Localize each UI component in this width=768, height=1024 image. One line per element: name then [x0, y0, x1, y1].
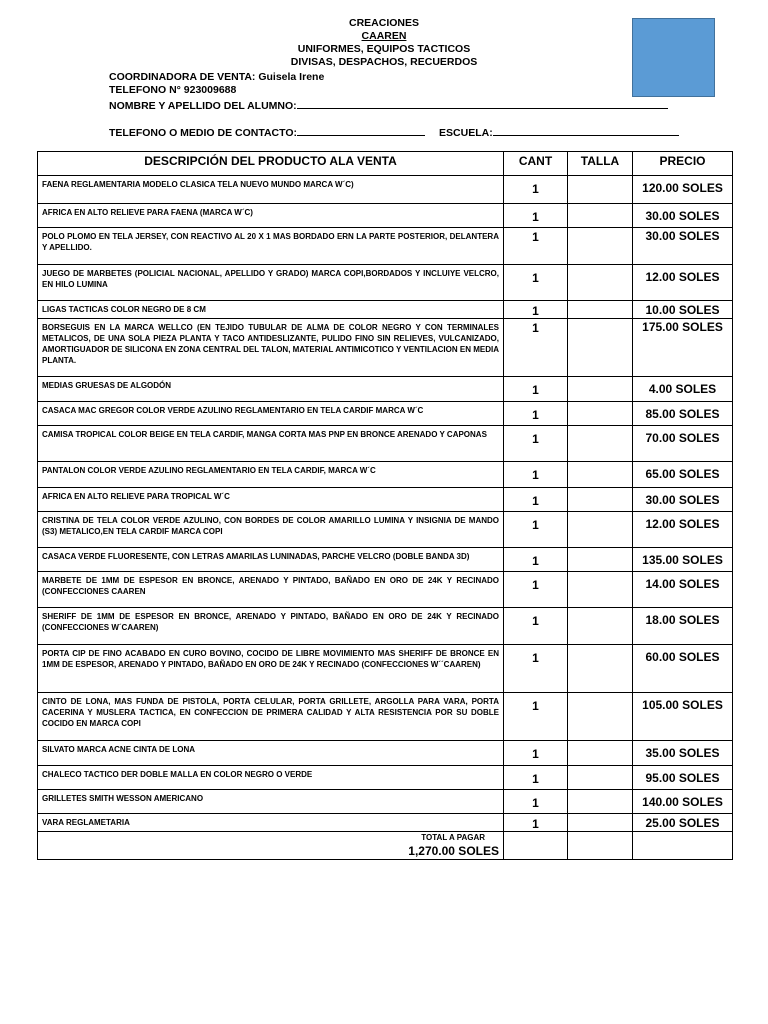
row-size[interactable]	[568, 693, 633, 741]
row-price: 12.00 SOLES	[633, 265, 733, 301]
row-quantity: 1	[504, 548, 568, 572]
table-row	[38, 402, 733, 426]
header-quantity: CANT	[504, 152, 568, 176]
row-quantity: 1	[504, 228, 568, 265]
row-size[interactable]	[568, 645, 633, 693]
table-row	[38, 766, 733, 790]
row-size[interactable]	[568, 548, 633, 572]
row-price: 30.00 SOLES	[633, 204, 733, 228]
table-row	[38, 741, 733, 766]
company-name: CREACIONES	[348, 17, 419, 29]
row-quantity: 1	[504, 741, 568, 766]
row-size[interactable]	[568, 402, 633, 426]
row-quantity: 1	[504, 572, 568, 608]
header-description: DESCRIPCIÓN DEL PRODUCTO ALA VENTA	[38, 152, 504, 176]
row-size[interactable]	[568, 608, 633, 645]
row-quantity: 1	[504, 766, 568, 790]
row-size[interactable]	[568, 176, 633, 204]
row-size[interactable]	[568, 426, 633, 462]
row-quantity: 1	[504, 176, 568, 204]
row-description: PANTALON COLOR VERDE AZULINO REGLAMENTARIO EN TELA CARDIF, MARCA W´C	[38, 462, 504, 488]
row-quantity: 1	[504, 462, 568, 488]
row-price: 120.00 SOLES	[633, 176, 733, 204]
row-price: 175.00 SOLES	[633, 319, 733, 377]
row-description: GRILLETES SMITH WESSON AMERICANO	[38, 790, 504, 814]
row-quantity: 1	[504, 204, 568, 228]
row-price: 95.00 SOLES	[633, 766, 733, 790]
table-row	[38, 462, 733, 488]
row-price: 35.00 SOLES	[633, 741, 733, 766]
row-quantity: 1	[504, 512, 568, 548]
table-row	[38, 176, 733, 204]
row-description: CRISTINA DE TELA COLOR VERDE AZULINO, CON BORDES DE COLOR AMARILLO LUMINA Y INSIGNIA DE MANDO (S3) METALICO,EN TELA CARDIF MARCA COPI	[38, 512, 504, 548]
row-quantity: 1	[504, 790, 568, 814]
row-price: 65.00 SOLES	[633, 462, 733, 488]
table-row	[38, 693, 733, 741]
row-quantity: 1	[504, 301, 568, 319]
table-header-row	[38, 152, 733, 176]
table-row	[38, 572, 733, 608]
row-description: MEDIAS GRUESAS DE ALGODÓN	[38, 377, 504, 402]
row-price: 12.00 SOLES	[633, 512, 733, 548]
row-size[interactable]	[568, 488, 633, 512]
row-size[interactable]	[568, 814, 633, 832]
table-row	[38, 790, 733, 814]
table-row	[38, 814, 733, 832]
row-size[interactable]	[568, 512, 633, 548]
row-description: CASACA MAC GREGOR COLOR VERDE AZULINO REGLAMENTARIO EN TELA CARDIF MARCA W´C	[38, 402, 504, 426]
coordinator-line: COORDINADORA DE VENTA: Guisela Irene	[109, 71, 325, 83]
row-price: 85.00 SOLES	[633, 402, 733, 426]
row-description: SHERIFF DE 1MM DE ESPESOR EN BRONCE, ARENADO Y PINTADO, BAÑADO EN ORO DE 24K Y RECINADO (CONFECCIONES W´CAAREN)	[38, 608, 504, 645]
row-price: 4.00 SOLES	[633, 377, 733, 402]
row-description: AFRICA EN ALTO RELIEVE PARA FAENA (MARCA W´C)	[38, 204, 504, 228]
contact-row	[109, 124, 679, 140]
contact-field[interactable]	[297, 124, 425, 136]
row-size[interactable]	[568, 377, 633, 402]
table-row	[38, 548, 733, 572]
table-row	[38, 204, 733, 228]
total-empty-cell	[568, 832, 633, 860]
row-description: CINTO DE LONA, MAS FUNDA DE PISTOLA, PORTA CELULAR, PORTA GRILLETE, ARGOLLA PARA VARA, PORTA CACERINA Y MUSLERA TACTICA, EN CONFECCION DE PRIMERA CALIDAD Y ALTA RESISTENCIA POR SU DOBLE COCIDO EN MARCA COPI	[38, 693, 504, 741]
row-description: LIGAS TACTICAS COLOR NEGRO DE 8 CM	[38, 301, 504, 319]
table-row	[38, 645, 733, 693]
contact-label: TELEFONO O MEDIO DE CONTACTO:	[109, 127, 298, 139]
row-description: JUEGO DE MARBETES (POLICIAL NACIONAL, APELLIDO Y GRADO) MARCA COPI,BORDADOS Y INCLUIYE VELCRO, EN HILO LUMINA	[38, 265, 504, 301]
student-name-row	[109, 97, 668, 113]
company-tagline-1: UNIFORMES, EQUIPOS TACTICOS	[297, 43, 471, 55]
total-value: 1,270.00 SOLES	[408, 844, 499, 858]
company-tagline-2: DIVISAS, DESPACHOS, RECUERDOS	[290, 56, 478, 68]
row-quantity: 1	[504, 488, 568, 512]
header-size: TALLA	[568, 152, 633, 176]
row-quantity: 1	[504, 402, 568, 426]
row-size[interactable]	[568, 265, 633, 301]
row-description: BORSEGUIS EN LA MARCA WELLCO (EN TEJIDO TUBULAR DE ALMA DE COLOR NEGRO Y CON TERMINALES METALICOS, DE UNA SOLA PIEZA PLANTA Y TACO ANTIDESLIZANTE, PULIDO FINO SIN RELIEVES, VULCANIZADO, AMORTIGUADOR DE SILICONA EN ZONA CENTRAL DEL TALON, MATERIAL ANTIMICOTICO Y VENTILACION EN MEDIA PLANTA.	[38, 319, 504, 377]
table-row	[38, 608, 733, 645]
table-row	[38, 377, 733, 402]
total-empty-cell	[504, 832, 568, 860]
row-description: PORTA CIP DE FINO ACABADO EN CURO BOVINO, COCIDO DE LIBRE MOVIMIENTO MAS SHERIFF DE BRONCE EN 1MM DE ESPESOR, ARENADO Y PINTADO, BAÑADO EN ORO DE 24K Y RECINADO (CONFECCIONES W´´CAAREN)	[38, 645, 504, 693]
row-price: 70.00 SOLES	[633, 426, 733, 462]
row-quantity: 1	[504, 265, 568, 301]
table-row	[38, 228, 733, 265]
row-description: POLO PLOMO EN TELA JERSEY, CON REACTIVO AL 20 X 1 MAS BORDADO ERN LA PARTE POSTERIOR, DELANTERA Y APELLIDO.	[38, 228, 504, 265]
total-label: TOTAL A PAGAR	[421, 833, 485, 842]
row-description: SILVATO MARCA ACNE CINTA DE LONA	[38, 741, 504, 766]
row-price: 60.00 SOLES	[633, 645, 733, 693]
row-description: FAENA REGLAMENTARIA MODELO CLASICA TELA NUEVO MUNDO MARCA W´C)	[38, 176, 504, 204]
header-price: PRECIO	[633, 152, 733, 176]
table-row	[38, 319, 733, 377]
school-field[interactable]	[493, 124, 679, 136]
row-quantity: 1	[504, 319, 568, 377]
row-description: CHALECO TACTICO DER DOBLE MALLA EN COLOR NEGRO O VERDE	[38, 766, 504, 790]
row-price: 140.00 SOLES	[633, 790, 733, 814]
table-row	[38, 265, 733, 301]
logo-placeholder	[632, 18, 715, 97]
row-quantity: 1	[504, 426, 568, 462]
row-price: 14.00 SOLES	[633, 572, 733, 608]
row-description: VARA REGLAMETARIA	[38, 814, 504, 832]
table-row	[38, 426, 733, 462]
row-description: MARBETE DE 1MM DE ESPESOR EN BRONCE, ARENADO Y PINTADO, BAÑADO EN ORO DE 24K Y RECINADO (CONFECCIONES CAAREN	[38, 572, 504, 608]
table-row	[38, 301, 733, 319]
row-size[interactable]	[568, 741, 633, 766]
table-row	[38, 512, 733, 548]
row-size[interactable]	[568, 572, 633, 608]
row-description: CASACA VERDE FLUORESENTE, CON LETRAS AMARILAS LUNINADAS, PARCHE VELCRO (DOBLE BANDA 3D)	[38, 548, 504, 572]
total-row	[38, 832, 733, 860]
row-size[interactable]	[568, 790, 633, 814]
total-empty-cell	[633, 832, 733, 860]
school-label: ESCUELA:	[439, 127, 493, 139]
row-quantity: 1	[504, 693, 568, 741]
student-name-field[interactable]	[297, 97, 668, 109]
row-price: 18.00 SOLES	[633, 608, 733, 645]
row-size[interactable]	[568, 319, 633, 377]
row-price: 105.00 SOLES	[633, 693, 733, 741]
row-price: 10.00 SOLES	[633, 301, 733, 319]
table-row	[38, 488, 733, 512]
row-price: 135.00 SOLES	[633, 548, 733, 572]
row-size[interactable]	[568, 228, 633, 265]
row-quantity: 1	[504, 608, 568, 645]
row-price: 30.00 SOLES	[633, 488, 733, 512]
product-table	[37, 151, 733, 860]
row-quantity: 1	[504, 645, 568, 693]
row-size[interactable]	[568, 204, 633, 228]
row-quantity: 1	[504, 377, 568, 402]
total-cell	[38, 832, 504, 860]
row-size[interactable]	[568, 766, 633, 790]
row-size[interactable]	[568, 301, 633, 319]
row-price: 25.00 SOLES	[633, 814, 733, 832]
row-price: 30.00 SOLES	[633, 228, 733, 265]
student-name-label: NOMBRE Y APELLIDO DEL ALUMNO:	[109, 100, 297, 112]
row-description: CAMISA TROPICAL COLOR BEIGE EN TELA CARDIF, MANGA CORTA MAS PNP EN BRONCE ARENADO Y CAPONAS	[38, 426, 504, 462]
brand-name: CAAREN	[361, 30, 407, 42]
row-size[interactable]	[568, 462, 633, 488]
row-description: AFRICA EN ALTO RELIEVE PARA TROPICAL W´C	[38, 488, 504, 512]
phone-line: TELEFONO N° 923009688	[109, 84, 237, 96]
row-quantity: 1	[504, 814, 568, 832]
